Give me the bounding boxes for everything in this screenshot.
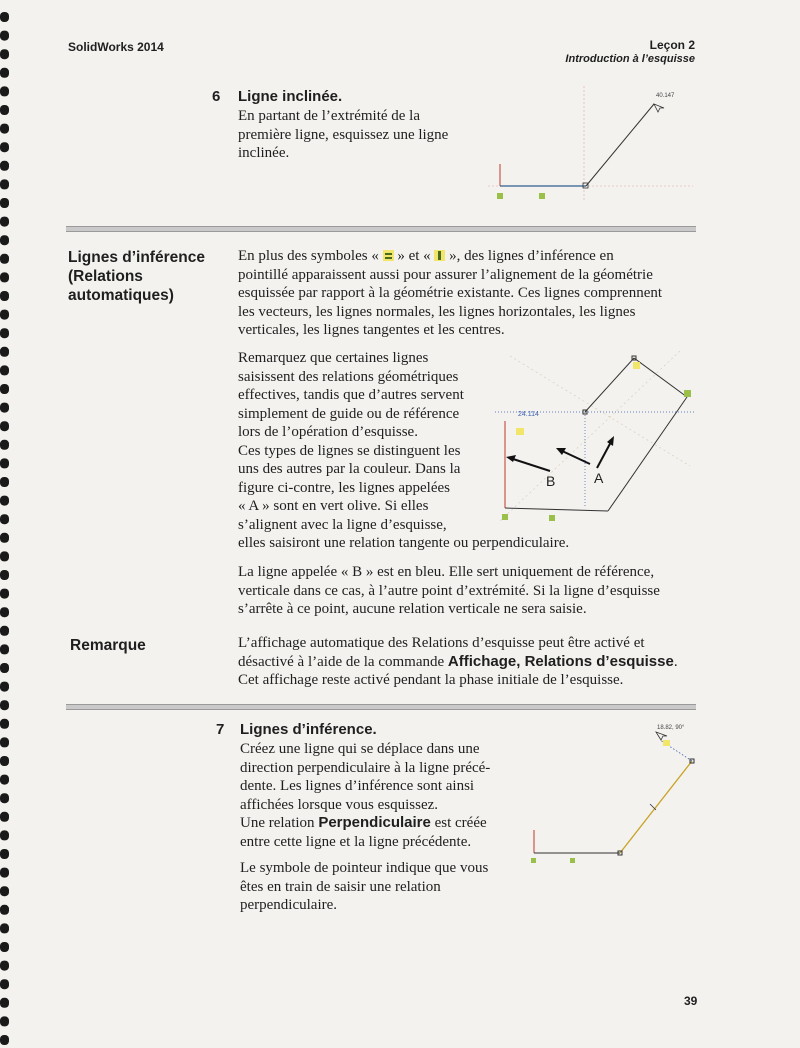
vertical-symbol-icon xyxy=(434,250,445,261)
binding-ring xyxy=(0,1035,9,1045)
binding-ring xyxy=(0,198,9,208)
binding-ring xyxy=(0,403,9,413)
label-a: A xyxy=(594,470,604,486)
binding-ring xyxy=(0,551,9,561)
binding-ring xyxy=(0,886,9,896)
step-7-body: Créez une ligne qui se déplace dans une direction perpendiculaire à la ligne précé- dente. Les lignes d’inférence sont ainsi affichées lorsque vous esquissez. Une relation Perpendiculaire est créée entre cette ligne et la ligne précédente. xyxy=(240,741,491,850)
binding-ring xyxy=(0,830,9,840)
binding-ring xyxy=(0,217,9,227)
binding-ring xyxy=(0,440,9,450)
binding-ring xyxy=(0,682,9,692)
label-b: B xyxy=(546,473,556,489)
binding-ring xyxy=(0,626,9,636)
binding-ring xyxy=(0,700,9,710)
step-7-number: 7 xyxy=(216,721,225,738)
step-7-dimension: 18.82, 90° xyxy=(657,725,685,731)
binding-ring xyxy=(0,328,9,338)
binding-ring xyxy=(0,12,9,22)
binding-ring xyxy=(0,663,9,673)
binding-ring xyxy=(0,868,9,878)
binding-ring xyxy=(0,161,9,171)
binding-ring xyxy=(0,812,9,822)
binding-ring xyxy=(0,923,9,933)
section-divider-1 xyxy=(66,226,696,232)
binding-ring xyxy=(0,905,9,915)
binding-ring xyxy=(0,849,9,859)
header-book-title: SolidWorks 2014 xyxy=(68,40,164,54)
binding-ring xyxy=(0,514,9,524)
binding-ring xyxy=(0,86,9,96)
binding-ring xyxy=(0,477,9,487)
binding-ring xyxy=(0,365,9,375)
step-6-title: Ligne inclinée. xyxy=(238,88,343,105)
binding-ring xyxy=(0,756,9,766)
step-7-figure xyxy=(520,718,700,878)
remark-heading: Remarque xyxy=(70,637,146,654)
step-6-figure xyxy=(488,86,698,206)
step-7-title: Lignes d’inférence. xyxy=(240,721,377,738)
binding-ring xyxy=(0,775,9,785)
binding-ring xyxy=(0,254,9,264)
binding-ring xyxy=(0,384,9,394)
lesson-subtitle: Introduction à l’esquisse xyxy=(565,53,695,65)
binding-ring xyxy=(0,644,9,654)
coincident-symbol-icon xyxy=(383,250,394,261)
binding-ring xyxy=(0,421,9,431)
inference-heading: Lignes d’inférence (Relations automatiques) xyxy=(68,249,205,304)
binding-ring xyxy=(0,533,9,543)
binding-ring xyxy=(0,961,9,971)
binding-ring xyxy=(0,49,9,59)
binding-ring xyxy=(0,570,9,580)
lesson-number: Leçon 2 xyxy=(649,38,695,52)
inference-figure xyxy=(490,346,700,528)
binding-ring xyxy=(0,458,9,468)
binding-ring xyxy=(0,737,9,747)
binding-ring xyxy=(0,1016,9,1026)
binding-ring xyxy=(0,105,9,115)
binding-ring xyxy=(0,719,9,729)
binding-ring xyxy=(0,31,9,41)
binding-ring xyxy=(0,793,9,803)
section-divider-2 xyxy=(66,704,696,710)
binding-ring xyxy=(0,235,9,245)
step-6-number: 6 xyxy=(212,88,221,105)
binding-ring xyxy=(0,310,9,320)
binding-ring xyxy=(0,589,9,599)
page-number: 39 xyxy=(684,994,698,1008)
inference-paragraph-3: La ligne appelée « B » est en bleu. Elle sert uniquement de référence, verticale dans ce cas, à l’autre point d’extrémité. Si la ligne d’esquisse s’arrête à ce point, aucune relation verticale ne sera saisie. xyxy=(238,564,660,617)
binding-ring xyxy=(0,68,9,78)
inference-paragraph-2: Remarquez que certaines lignes saisissent des relations géométriques effectives, tandis que d’autres servent simplement de guide ou de référence lors de l’opération d’esquisse. Ces types de lignes se distinguent les uns des autres par la couleur. Dans la figure ci-contre, les lignes appelées « A » sont en vert olive. Si elles s’alignent avec la ligne d’esquisse, elles saisiront une relation tangente ou perpendiculaire. xyxy=(238,350,570,551)
step-7-pointer-note: Le symbole de pointeur indique que vous êtes en train de saisir une relation perpendiculaire. xyxy=(240,860,489,913)
binding-ring xyxy=(0,979,9,989)
binding-ring xyxy=(0,496,9,506)
inference-dimension: 24.114 xyxy=(518,411,539,418)
binding-ring xyxy=(0,998,9,1008)
inference-paragraph-1: En plus des symboles « » et « », des lignes d’inférence en pointillé apparaissent aussi pour assurer l’alignement de la géométrie esquissée par rapport à la géométrie existante. Ces lignes comprennent les vecteurs, les lignes normales, les lignes horizontales, les lignes verticales, les lignes tangentes et les centres. xyxy=(238,248,663,338)
binding-ring xyxy=(0,291,9,301)
binding-ring xyxy=(0,347,9,357)
step-6-dimension: 40.147 xyxy=(656,93,675,99)
binding-ring xyxy=(0,142,9,152)
spiral-binding xyxy=(0,0,14,1048)
remark-paragraph: L’affichage automatique des Relations d’esquisse peut être activé et désactivé à l’aide de la commande Affichage, Relations d’esquisse. Cet affichage reste activé pendant la phase initiale de l’esquisse. xyxy=(238,635,678,688)
binding-ring xyxy=(0,179,9,189)
header-lesson xyxy=(565,38,695,66)
step-6-body: En partant de l’extrémité de la première ligne, esquissez une ligne inclinée. xyxy=(238,108,449,161)
binding-ring xyxy=(0,942,9,952)
binding-ring xyxy=(0,124,9,134)
binding-ring xyxy=(0,272,9,282)
binding-ring xyxy=(0,607,9,617)
